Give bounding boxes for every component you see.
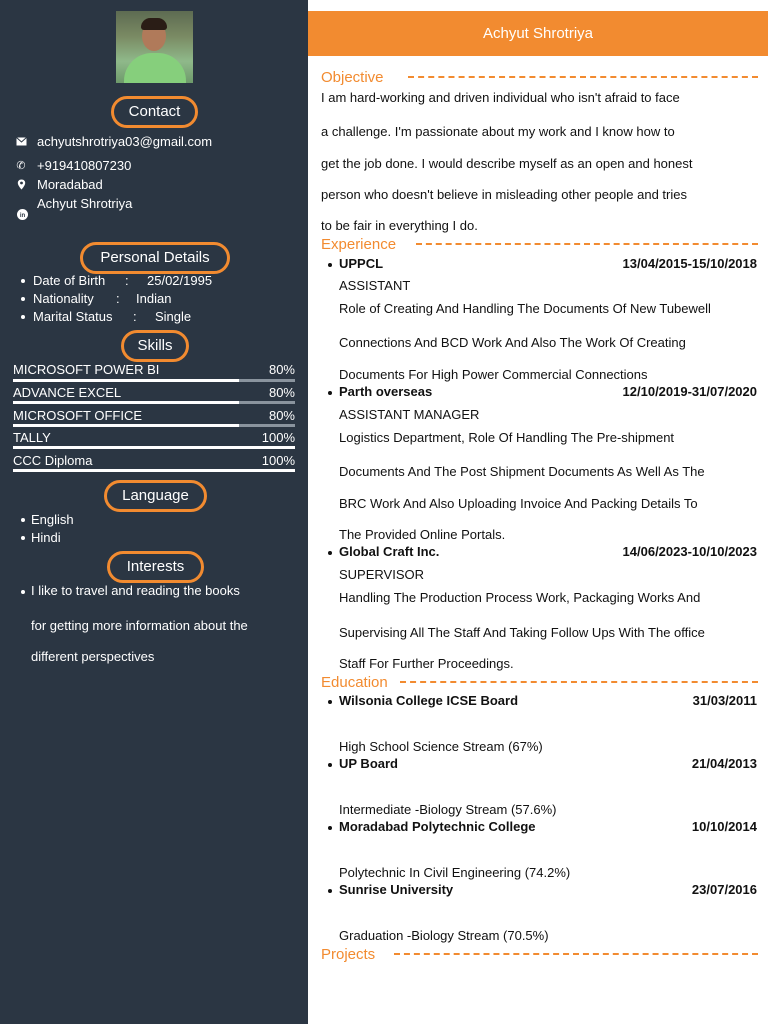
skill-name: MICROSOFT POWER BI xyxy=(13,362,160,377)
dob-label: Date of Birth xyxy=(33,273,106,288)
bullet xyxy=(21,315,25,319)
nationality-separator: : xyxy=(116,291,120,306)
experience-desc-line: Role of Creating And Handling The Documents Of New Tubewell xyxy=(339,301,711,316)
experience-desc-line: Logistics Department, Role Of Handling The Pre-shipment xyxy=(339,430,675,445)
experience-desc-line: Handling The Production Process Work, Packaging Works And xyxy=(339,590,701,605)
experience-desc-line: Documents For High Power Commercial Connections xyxy=(339,367,648,382)
objective-line: I am hard-working and driven individual who isn't afraid to face xyxy=(321,90,680,105)
profile-photo xyxy=(116,11,193,83)
education-detail: High School Science Stream (67%) xyxy=(339,739,543,754)
bullet xyxy=(328,551,332,555)
phone-icon: ✆ xyxy=(16,160,26,172)
sidebar xyxy=(0,0,308,1024)
section-divider xyxy=(394,953,758,955)
skill-percent: 80% xyxy=(268,362,295,377)
skill-bar xyxy=(13,446,295,449)
contact-email[interactable]: achyutshrotriya03@gmail.com xyxy=(37,134,213,149)
section-divider xyxy=(416,243,758,245)
bullet xyxy=(328,700,332,704)
language-item: Hindi xyxy=(31,530,61,545)
experience-desc-line: The Provided Online Portals. xyxy=(339,527,506,542)
education-school: Moradabad Polytechnic College xyxy=(339,819,536,834)
experience-desc-line: Staff For Further Proceedings. xyxy=(339,656,514,671)
skill-name: ADVANCE EXCEL xyxy=(13,385,122,400)
nationality-label: Nationality xyxy=(33,291,94,306)
marital-status-separator: : xyxy=(133,309,137,324)
education-school: Sunrise University xyxy=(339,882,454,897)
education-school: Wilsonia College ICSE Board xyxy=(339,693,519,708)
skill-bar xyxy=(13,401,295,404)
experience-dates: 12/10/2019-31/07/2020 xyxy=(622,384,757,399)
skill-percent: 100% xyxy=(261,430,295,445)
experience-desc-line: BRC Work And Also Uploading Invoice And Packing Details To xyxy=(339,496,698,511)
contact-location: Moradabad xyxy=(37,177,103,192)
experience-company: Parth overseas xyxy=(339,384,433,399)
bullet xyxy=(21,279,25,283)
objective-line: a challenge. I'm passionate about my work and I know how to xyxy=(321,124,675,139)
skill-bar xyxy=(13,379,295,382)
skill-bar xyxy=(13,424,295,427)
experience-dates: 14/06/2023-10/10/2023 xyxy=(622,544,757,559)
marital-status-value: Single xyxy=(155,309,192,324)
experience-role: ASSISTANT MANAGER xyxy=(339,407,480,422)
skill-percent: 100% xyxy=(261,453,295,468)
interests-heading: Interests xyxy=(107,551,204,583)
experience-role: SUPERVISOR xyxy=(339,567,425,582)
nationality-value: Indian xyxy=(136,291,172,306)
education-heading: Education xyxy=(321,674,388,691)
objective-heading: Objective xyxy=(321,69,384,86)
personal-details-heading: Personal Details xyxy=(80,242,230,274)
experience-desc-line: Connections And BCD Work And Also The Work Of Creating xyxy=(339,335,686,350)
location-pin-icon xyxy=(15,179,27,191)
interests-line: different perspectives xyxy=(31,649,155,664)
experience-desc-line: Documents And The Post Shipment Documents As Well As The xyxy=(339,464,705,479)
bullet xyxy=(21,536,25,540)
education-date: 10/10/2014 xyxy=(691,819,757,834)
skill-name: MICROSOFT OFFICE xyxy=(13,408,143,423)
experience-company: Global Craft Inc. xyxy=(339,544,440,559)
education-detail: Graduation -Biology Stream (70.5%) xyxy=(339,928,549,943)
contact-heading: Contact xyxy=(111,96,198,128)
bullet xyxy=(21,297,25,301)
education-detail: Intermediate -Biology Stream (57.6%) xyxy=(339,802,557,817)
objective-line: person who doesn't believe in misleading other people and tries xyxy=(321,187,687,202)
bullet xyxy=(328,889,332,893)
experience-desc-line: Supervising All The Staff And Taking Follow Ups With The office xyxy=(339,625,705,640)
section-divider xyxy=(400,681,758,683)
bullet xyxy=(328,391,332,395)
projects-heading: Projects xyxy=(321,946,376,963)
skill-bar xyxy=(13,469,295,472)
interests-line: for getting more information about the xyxy=(31,618,248,633)
skill-percent: 80% xyxy=(268,385,295,400)
svg-text:in: in xyxy=(19,212,25,219)
skill-percent: 80% xyxy=(268,408,295,423)
interests-line: I like to travel and reading the books xyxy=(31,583,240,598)
education-school: UP Board xyxy=(339,756,398,771)
objective-line: to be fair in everything I do. xyxy=(321,218,478,233)
skill-name: TALLY xyxy=(13,430,51,445)
education-date: 31/03/2011 xyxy=(692,693,757,708)
language-item: English xyxy=(31,512,74,527)
experience-dates: 13/04/2015-15/10/2018 xyxy=(622,256,757,271)
email-icon xyxy=(15,137,27,149)
language-heading: Language xyxy=(104,480,207,512)
education-date: 21/04/2013 xyxy=(691,756,757,771)
bullet xyxy=(328,826,332,830)
skills-heading: Skills xyxy=(121,330,189,362)
bullet xyxy=(328,763,332,767)
bullet xyxy=(328,263,332,267)
dob-value: 25/02/1995 xyxy=(147,273,213,288)
experience-heading: Experience xyxy=(321,236,397,253)
experience-role: ASSISTANT xyxy=(339,278,411,293)
objective-line: get the job done. I would describe myself as an open and honest xyxy=(321,156,693,171)
linkedin-icon[interactable] xyxy=(16,209,28,221)
education-detail: Polytechnic In Civil Engineering (74.2%) xyxy=(339,865,571,880)
education-date: 23/07/2016 xyxy=(691,882,757,897)
name-header: Achyut Shrotriya xyxy=(308,11,768,56)
bullet xyxy=(21,590,25,594)
contact-phone[interactable]: +919410807230 xyxy=(37,158,132,173)
dob-separator: : xyxy=(125,273,129,288)
bullet xyxy=(21,518,25,522)
section-divider xyxy=(408,76,758,78)
experience-company: UPPCL xyxy=(339,256,384,271)
contact-linkedin[interactable]: Achyut Shrotriya xyxy=(37,196,133,211)
marital-status-label: Marital Status xyxy=(33,309,113,324)
skill-name: CCC Diploma xyxy=(13,453,93,468)
